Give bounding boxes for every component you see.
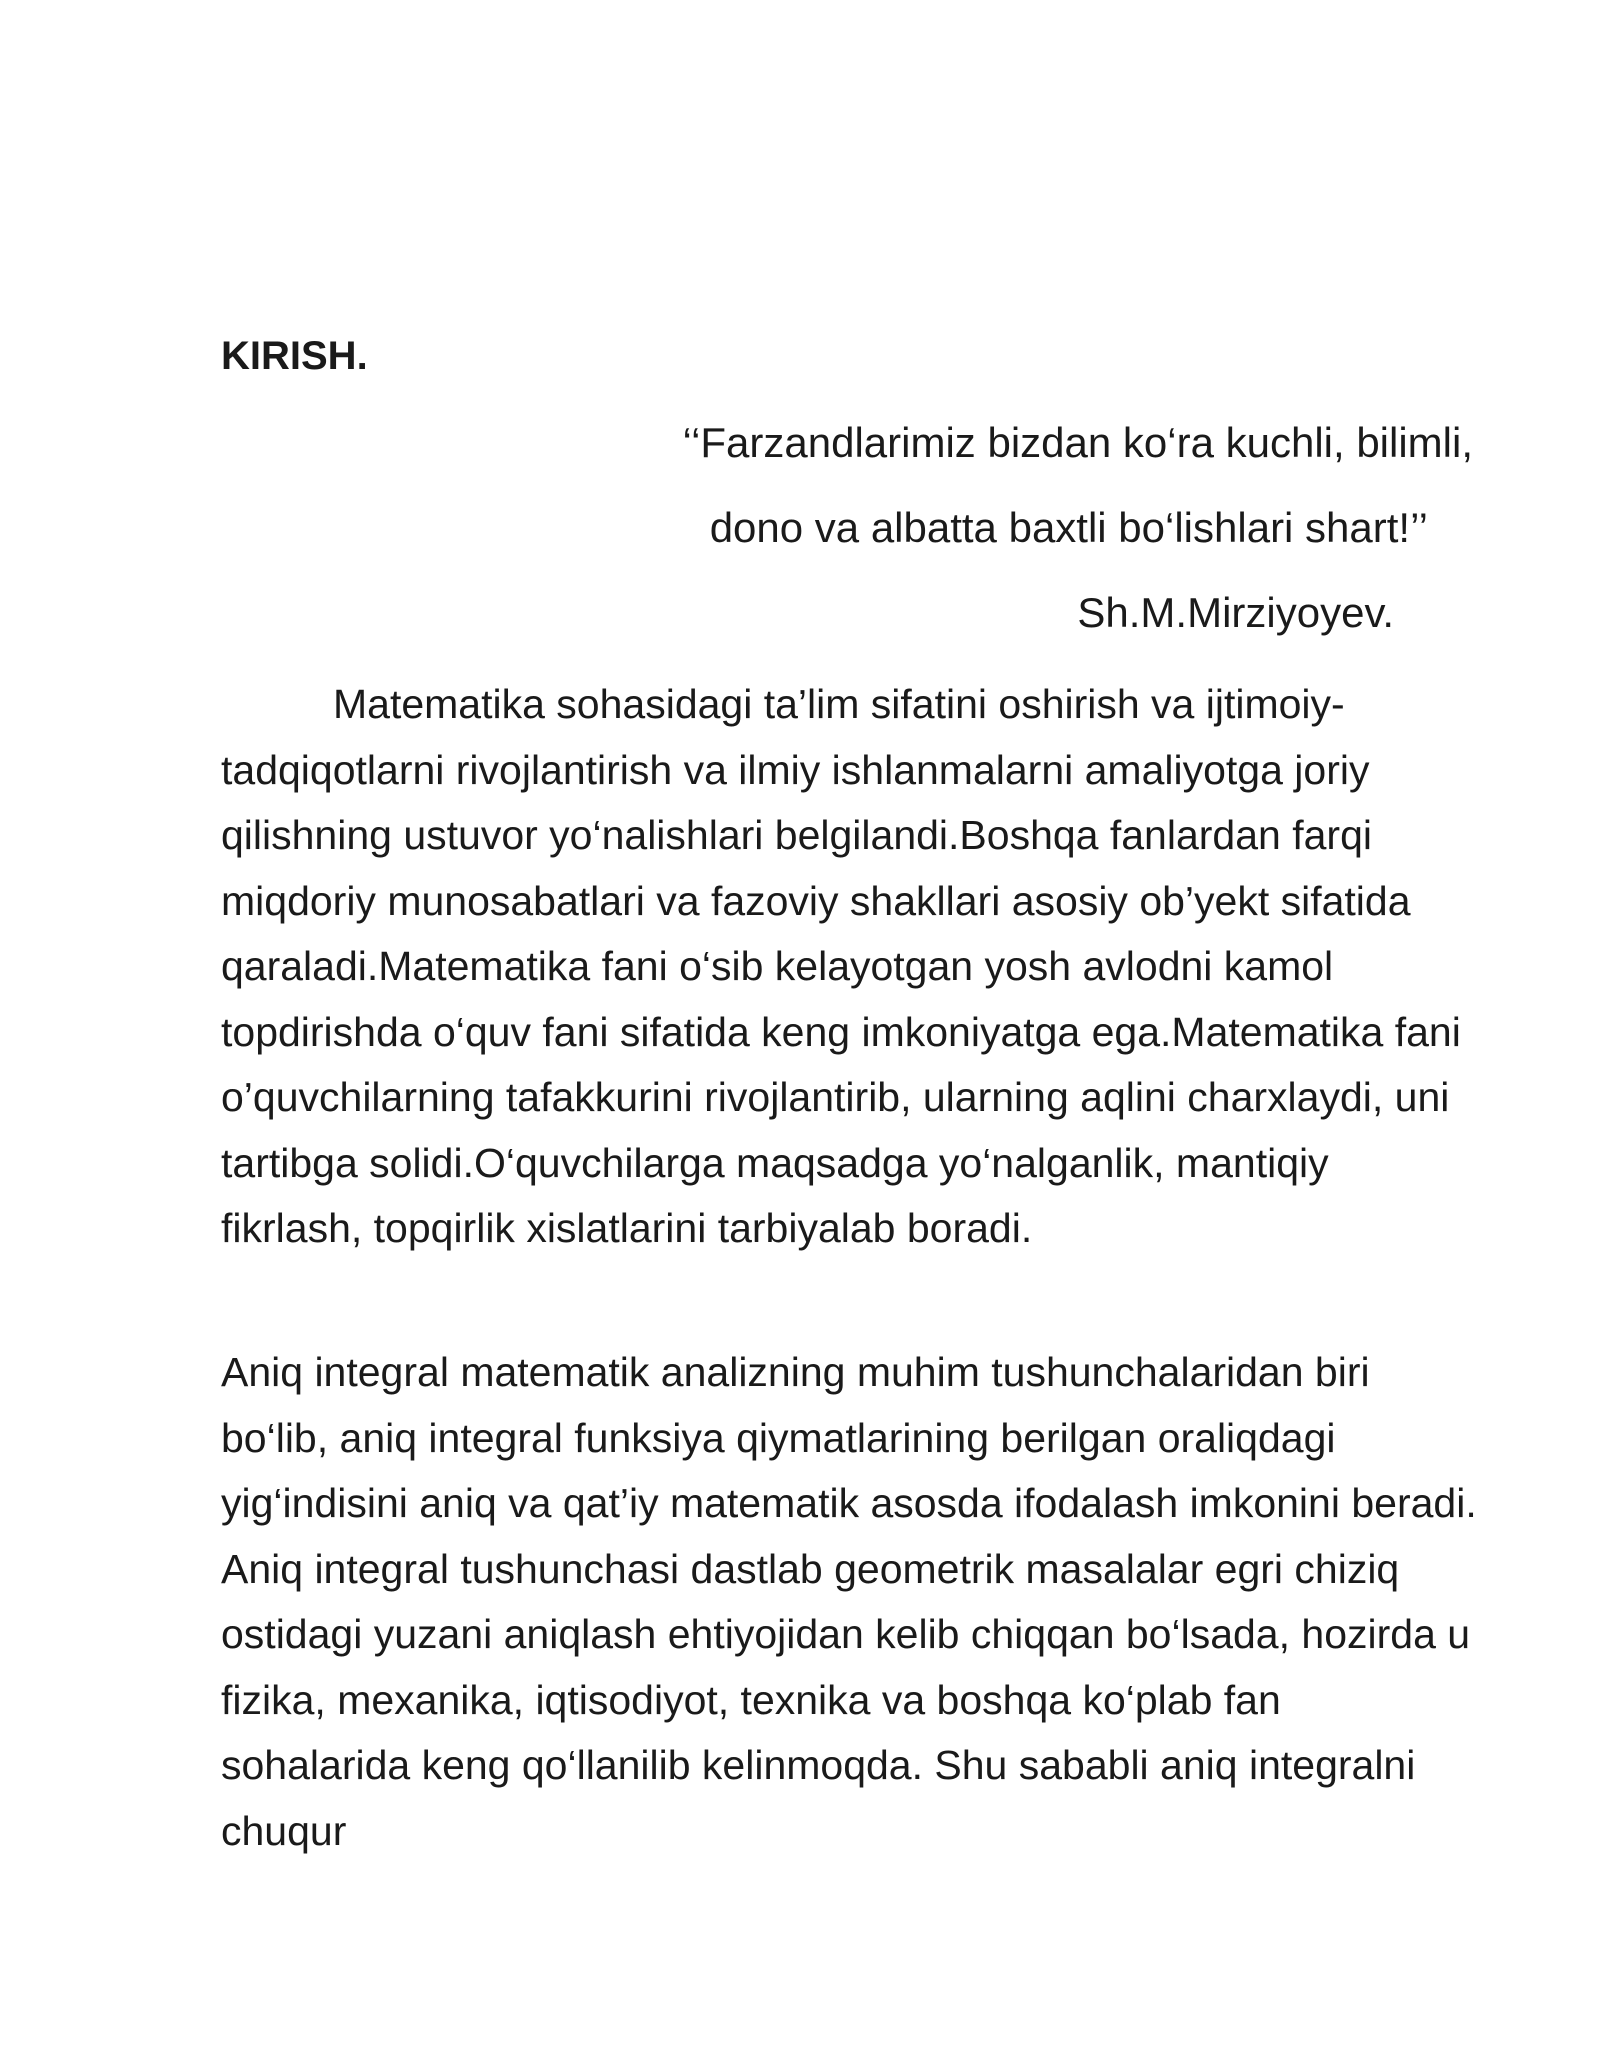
epigraph-line-2: dono va albatta baxtli bo‘lishlari shart!’’ bbox=[709, 504, 1428, 551]
section-heading: KIRISH. bbox=[221, 334, 368, 378]
body-paragraph-1: Matematika sohasidagi ta’lim sifatini oshirish va ijtimoiy-tadqiqotlarni rivojlantirish va ilmiy ishlanmalarni amaliyotga joriy qilishning ustuvor yo‘nalishlari belgilandi.Boshqa fanlardan farqi miqdoriy munosabatlari va fazoviy shakllari asosiy ob’yekt sifatida qaraladi.Matematika fani o‘sib kelayotgan yosh avlodni kamol topdirishda o‘quv fani sifatida keng imkoniyatga ega.Matematika fani o’quvchilarning tafakkurini rivojlantirib, ularning aqlini charxlaydi, uni tartibga solidi.O‘quvchilarga maqsadga yo‘nalganlik, mantiqiy fikrlash, topqirlik xislatlarini tarbiyalab boradi. bbox=[221, 681, 1461, 1251]
epigraph-author: Sh.M.Mirziyoyev. bbox=[1077, 589, 1394, 636]
body-paragraph-2: Aniq integral matematik analizning muhim tushunchalaridan biri bo‘lib, aniq integral funksiya qiymatlarining berilgan oraliqdagi yig‘indisini aniq va qat’iy matematik asosda ifodalash imkonini beradi. Aniq integral tushunchasi dastlab geometrik masalalar egri chiziq ostidagi yuzani aniqlash ehtiyojidan kelib chiqqan bo‘lsada, hozirda u fizika, mexanika, iqtisodiyot, texnika va boshqa ko‘plab fan sohalarida keng qo‘llanilib kelinmoqda. Shu sababli aniq integralni chuqur bbox=[221, 1349, 1477, 1854]
epigraph-line-1: ‘‘Farzandlarimiz bizdan ko‘ra kuchli, bilimli, bbox=[682, 419, 1473, 466]
